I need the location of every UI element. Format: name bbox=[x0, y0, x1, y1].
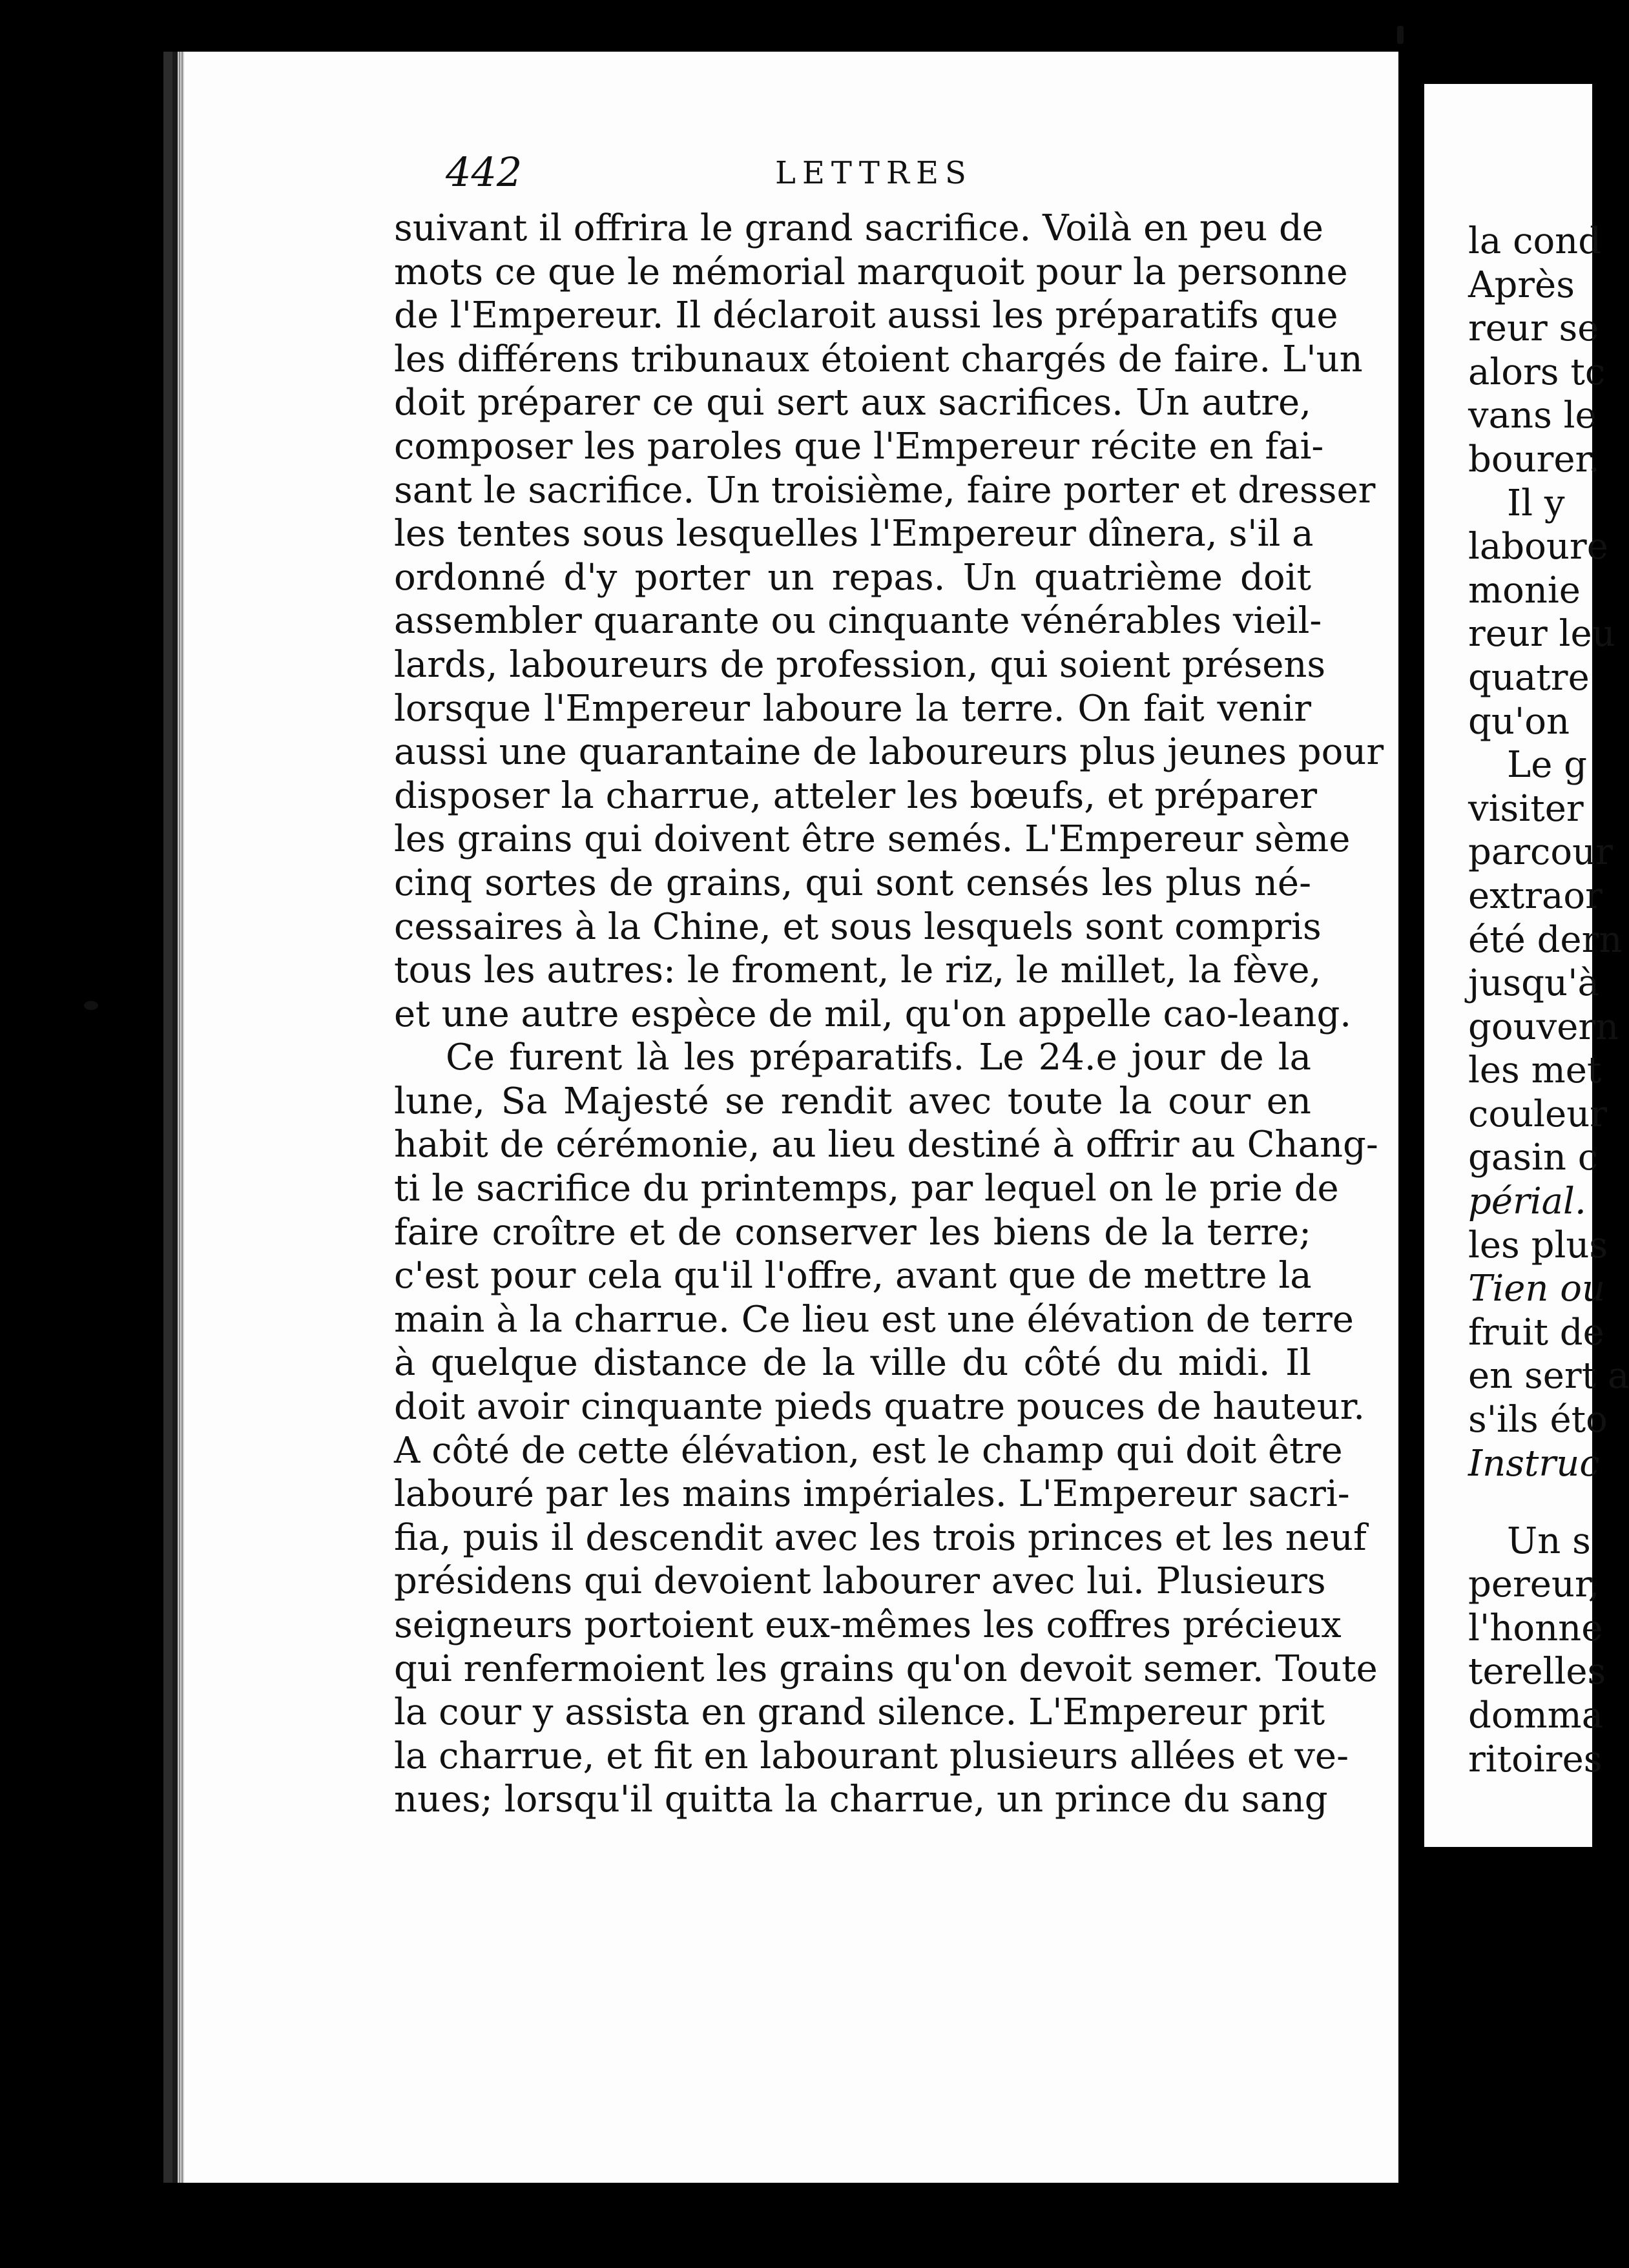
text-line: été dern bbox=[1468, 918, 1623, 961]
text-line: nues; lorsqu'il quitta la charrue, un prince du sang bbox=[394, 1778, 1328, 1821]
text-line: pereur, bbox=[1468, 1563, 1600, 1606]
text-line: présidens qui devoient labourer avec lui. Plusieurs bbox=[394, 1560, 1326, 1603]
text-line: reur se bbox=[1468, 307, 1599, 350]
text-line: parcour bbox=[1468, 831, 1613, 874]
text-line: quatre bbox=[1468, 656, 1590, 699]
right-page-text bbox=[1468, 220, 1629, 1781]
text-line: Ce furent là les préparatifs. Le 24.e jour de la bbox=[446, 1036, 1311, 1079]
text-line: s'ils éto bbox=[1468, 1399, 1608, 1441]
text-line: suivant il offrira le grand sacrifice. Voilà en peu de bbox=[394, 207, 1323, 249]
scan-speck bbox=[84, 1001, 98, 1010]
text-line: mots ce que le mémorial marquoit pour la personne bbox=[394, 251, 1348, 293]
text-line: habit de cérémonie, au lieu destiné à offrir au Chang- bbox=[394, 1124, 1378, 1166]
text-line: c'est pour cela qu'il l'offre, avant que de mettre la bbox=[394, 1255, 1312, 1297]
text-line: et une autre espèce de mil, qu'on appelle cao-leang. bbox=[394, 993, 1352, 1035]
text-line: ti le sacrifice du printemps, par lequel on le prie de bbox=[394, 1168, 1339, 1210]
text-line: ritoires bbox=[1468, 1738, 1603, 1780]
text-line: tous les autres: le froment, le riz, le millet, la fève, bbox=[394, 949, 1322, 992]
text-line: en sert a bbox=[1468, 1355, 1629, 1397]
text-line: périal. bbox=[1468, 1180, 1586, 1223]
text-line: les plus bbox=[1468, 1224, 1608, 1266]
text-line: bourer. bbox=[1468, 438, 1600, 480]
text-line: lorsque l'Empereur laboure la terre. On fait venir bbox=[394, 687, 1311, 730]
text-line: à quelque distance de la ville du côté du midi. Il bbox=[394, 1342, 1311, 1385]
text-line: A côté de cette élévation, est le champ qui doit être bbox=[394, 1429, 1343, 1472]
text-line: les met bbox=[1468, 1049, 1602, 1092]
text-line: faire croître et de conserver les biens de la terre; bbox=[394, 1211, 1311, 1253]
text-line: Un s bbox=[1507, 1520, 1591, 1562]
right-page-fragment bbox=[1424, 84, 1629, 1847]
text-line: les grains qui doivent être semés. L'Empereur sème bbox=[394, 818, 1351, 861]
text-line: Tien ou bbox=[1468, 1268, 1606, 1310]
text-line: Il y bbox=[1507, 482, 1565, 524]
text-line: la cour y assista en grand silence. L'Empereur prit bbox=[394, 1691, 1325, 1734]
running-head: LETTRES bbox=[775, 155, 973, 191]
text-line: de l'Empereur. Il déclaroit aussi les préparatifs que bbox=[394, 294, 1338, 337]
text-line: aussi une quarantaine de laboureurs plus jeunes pour bbox=[394, 731, 1384, 774]
text-line: Après bbox=[1468, 263, 1575, 306]
text-line: domma bbox=[1468, 1695, 1604, 1737]
text-line: ordonné d'y porter un repas. Un quatrième doit bbox=[394, 556, 1311, 599]
body-text bbox=[394, 207, 1384, 1822]
text-line: extraor bbox=[1468, 874, 1603, 917]
text-line: cinq sortes de grains, qui sont censés les plus né- bbox=[394, 861, 1311, 904]
text-line: vans le bbox=[1468, 395, 1597, 437]
text-line: alors tc bbox=[1468, 351, 1606, 393]
text-line: doit avoir cinquante pieds quatre pouces de hauteur. bbox=[394, 1386, 1365, 1428]
page-number: 442 bbox=[446, 149, 523, 196]
text-line: assembler quarante ou cinquante vénérables vieil- bbox=[394, 600, 1322, 643]
text-line: jusqu'à bbox=[1468, 962, 1599, 1005]
text-line: laboure bbox=[1468, 526, 1608, 568]
text-line: reur leu bbox=[1468, 613, 1615, 655]
text-line: gouvern bbox=[1468, 1005, 1619, 1048]
text-line: disposer la charrue, atteler les bœufs, et préparer bbox=[394, 774, 1317, 817]
text-line: les tentes sous lesquelles l'Empereur dînera, s'il a bbox=[394, 513, 1314, 555]
scan-speck bbox=[1397, 26, 1404, 44]
text-line: l'honne bbox=[1468, 1607, 1603, 1649]
text-line: qui renfermoient les grains qu'on devoit semer. Toute bbox=[394, 1647, 1378, 1690]
text-line: composer les paroles que l'Empereur récite en fai- bbox=[394, 425, 1324, 468]
text-line: doit préparer ce qui sert aux sacrifices. Un autre, bbox=[394, 382, 1311, 424]
text-line: fruit de bbox=[1468, 1311, 1604, 1354]
text-line: main à la charrue. Ce lieu est une élévation de terre bbox=[394, 1298, 1354, 1341]
text-line: seigneurs portoient eux-mêmes les coffres précieux bbox=[394, 1604, 1342, 1646]
text-line: Instruc bbox=[1468, 1442, 1600, 1485]
text-line: cessaires à la Chine, et sous lesquels sont compris bbox=[394, 905, 1322, 948]
text-line: terelles bbox=[1468, 1651, 1606, 1693]
text-line: sant le sacrifice. Un troisième, faire porter et dresser bbox=[394, 469, 1376, 511]
text-line: monie bbox=[1468, 569, 1581, 612]
text-line: les différens tribunaux étoient chargés de faire. L'un bbox=[394, 338, 1363, 380]
text-line: visiter bbox=[1468, 787, 1584, 830]
text-line: fia, puis il descendit avec les trois princes et les neuf bbox=[394, 1516, 1367, 1559]
text-line: la charrue, et fit en labourant plusieurs allées et ve- bbox=[394, 1735, 1349, 1777]
text-line: qu'on bbox=[1468, 700, 1570, 743]
text-line: gasin c bbox=[1468, 1137, 1599, 1179]
text-line: labouré par les mains impériales. L'Empereur sacri- bbox=[394, 1473, 1350, 1516]
text-line: la cond bbox=[1468, 220, 1602, 262]
text-line: lards, laboureurs de profession, qui soient présens bbox=[394, 643, 1326, 686]
text-line: lune, Sa Majesté se rendit avec toute la cour en bbox=[394, 1080, 1311, 1122]
text-line: Le g bbox=[1507, 744, 1587, 787]
text-line: couleur bbox=[1468, 1093, 1608, 1135]
